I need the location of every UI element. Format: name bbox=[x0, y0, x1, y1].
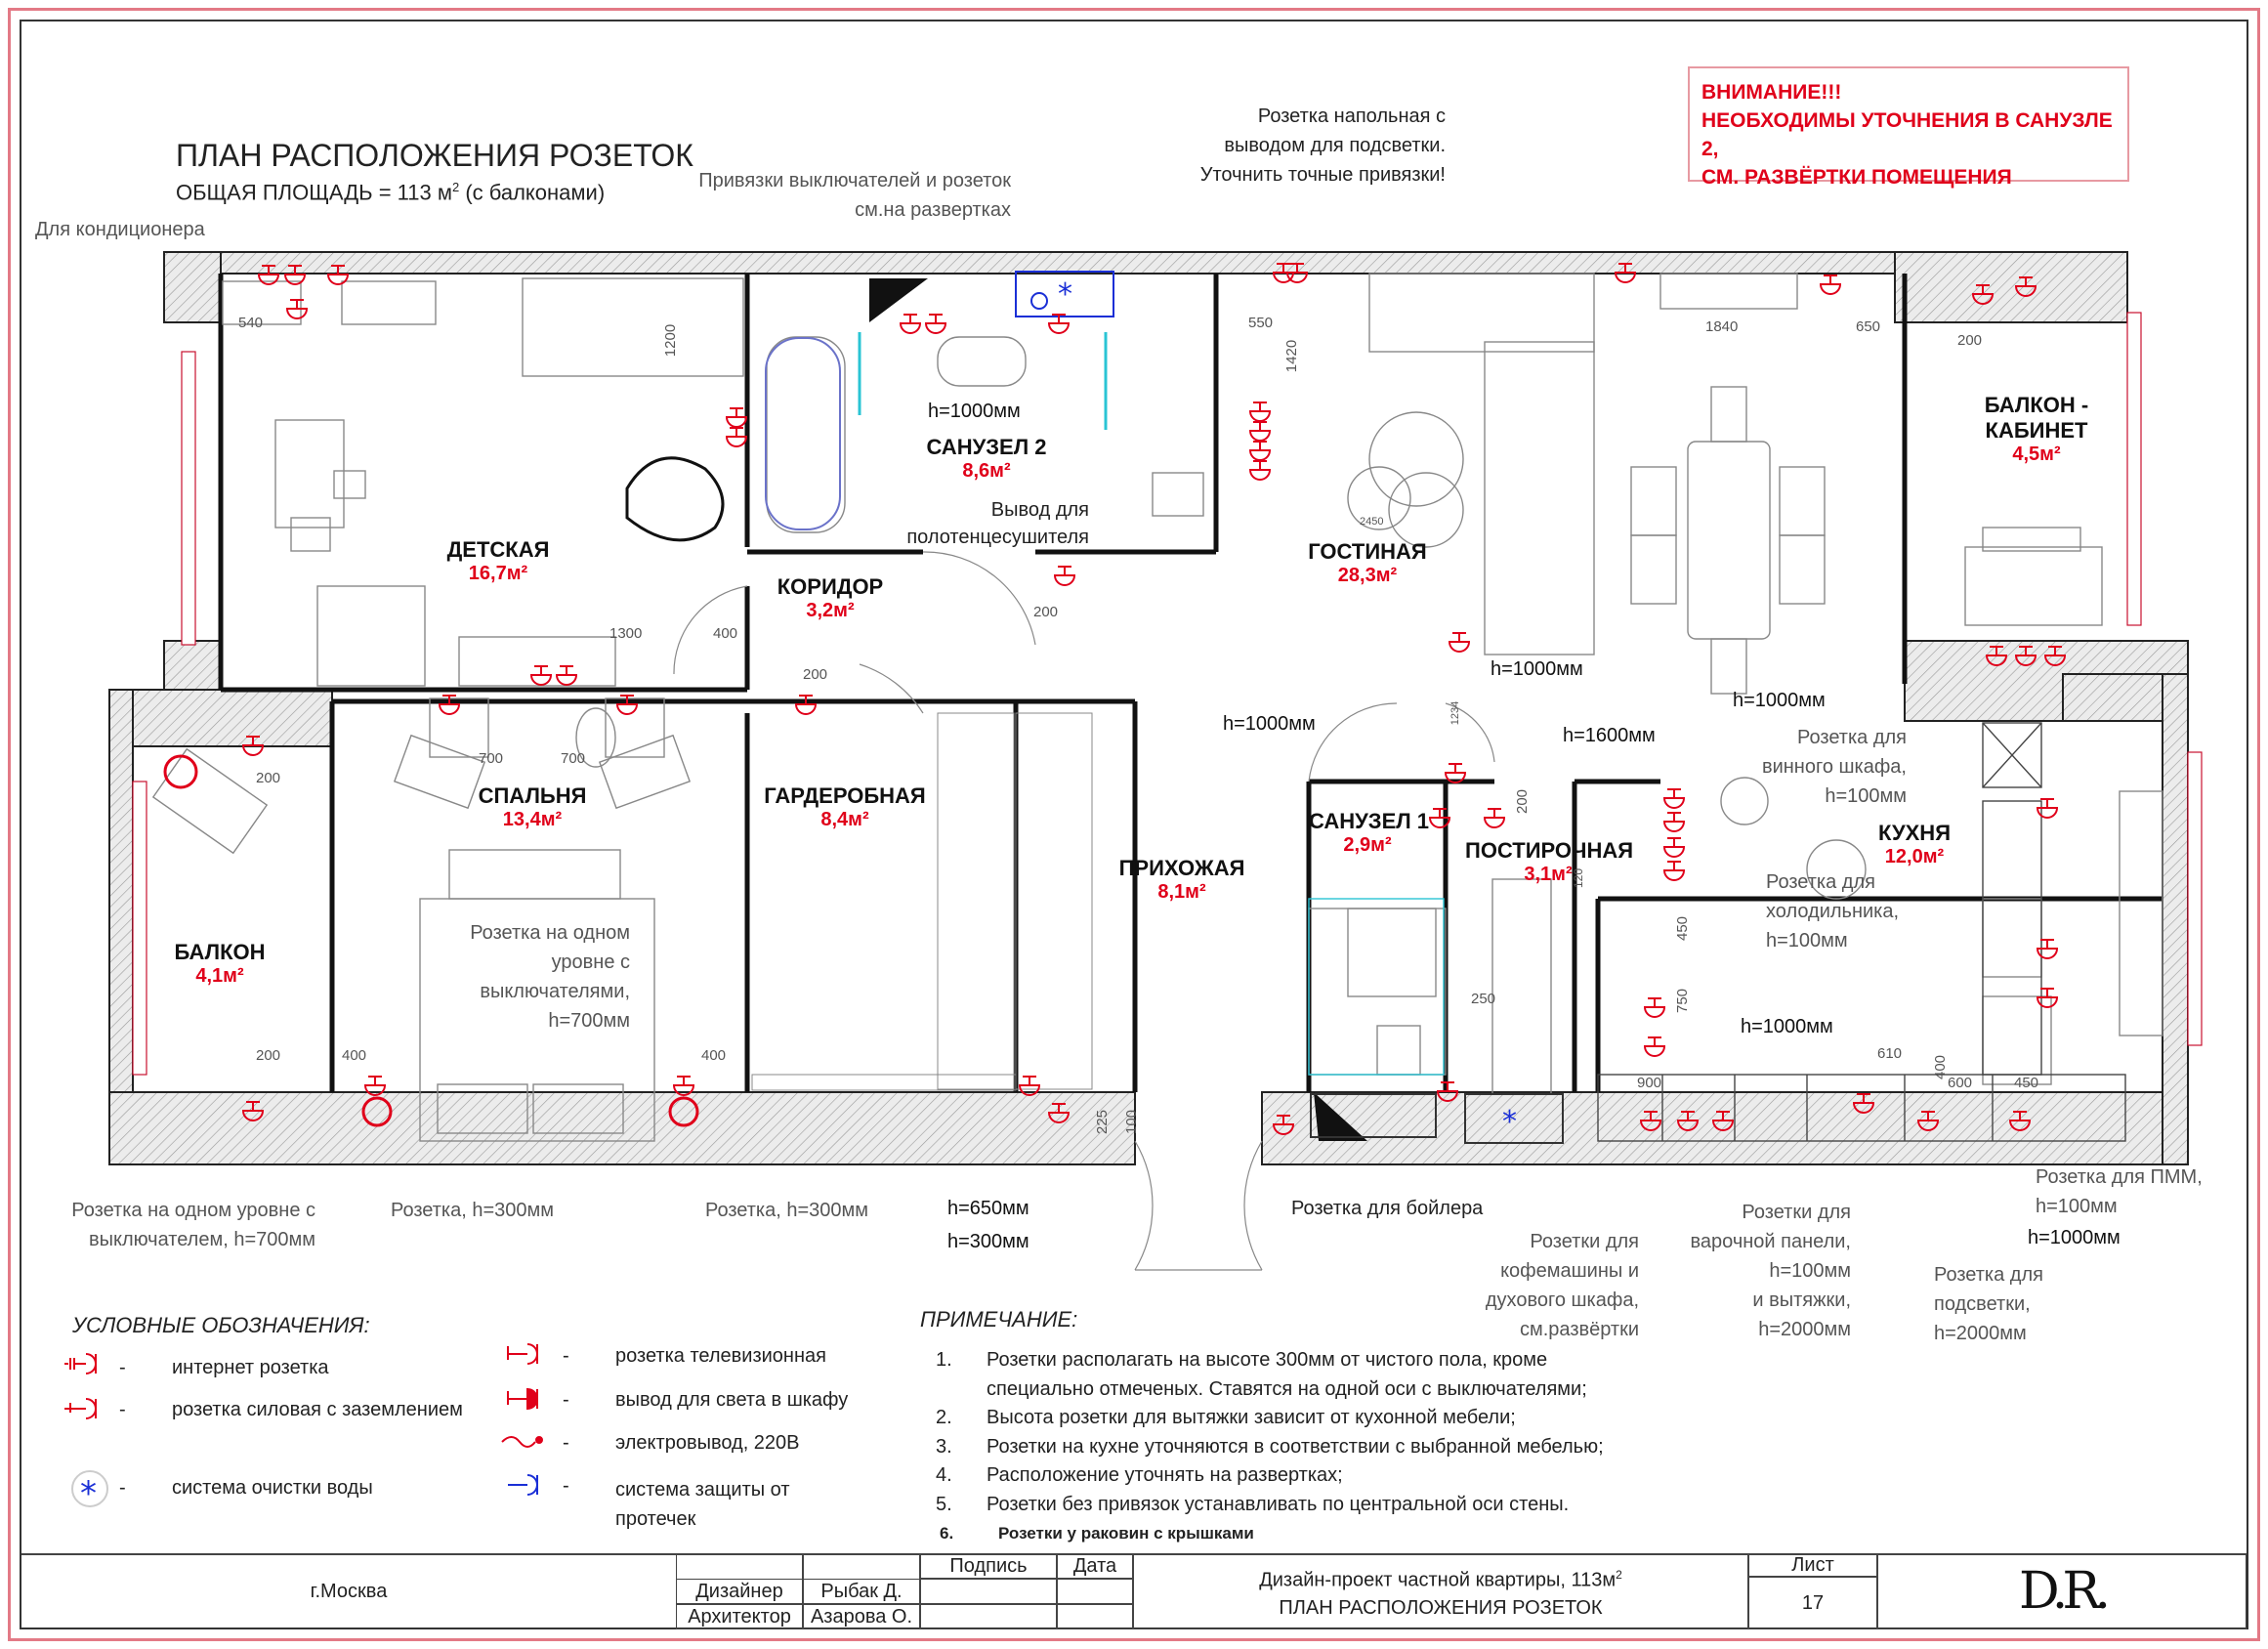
room-name: ДЕТСКАЯ bbox=[446, 537, 550, 562]
bindings-note bbox=[664, 166, 1011, 225]
dim-label: 400 bbox=[713, 625, 738, 642]
pmm-note bbox=[2036, 1163, 2203, 1221]
legend-title: УСЛОВНЫЕ ОБОЗНАЧЕНИЯ: bbox=[72, 1313, 370, 1337]
dim-label: 1234 bbox=[1449, 700, 1462, 726]
warning-line: СМ. РАЗВЁРТКИ ПОМЕЩЕНИЯ bbox=[1701, 166, 2012, 189]
dim-label: 450 bbox=[1674, 915, 1692, 942]
dim-label: 1300 bbox=[609, 625, 643, 642]
stamp-sign-header: Подпись bbox=[920, 1553, 1057, 1579]
remark-item bbox=[936, 1519, 1604, 1548]
legend-item-outlet: электровывод, 220В bbox=[615, 1432, 800, 1454]
bindings-note-line: см.на развертках bbox=[855, 199, 1011, 221]
dim-label: 450 bbox=[2014, 1075, 2039, 1091]
pmm-line: h=100мм bbox=[2036, 1196, 2118, 1217]
room-childroom bbox=[420, 537, 576, 585]
room-name: САНУЗЕЛ 2 bbox=[926, 435, 1047, 459]
dim-label: 2450 bbox=[1360, 516, 1384, 528]
dim-label: 1420 bbox=[1283, 339, 1301, 373]
room-name-2: КАБИНЕТ bbox=[1985, 418, 2088, 443]
subtitle-prefix: ОБЩАЯ ПЛОЩАДЬ = 113 м bbox=[176, 180, 452, 205]
coffee-note bbox=[1465, 1227, 1639, 1344]
dim-label: 540 bbox=[238, 315, 264, 331]
room-area: 28,3м² bbox=[1337, 565, 1398, 586]
room-area: 12,0м² bbox=[1884, 846, 1945, 867]
dim-label: 550 bbox=[1248, 315, 1274, 331]
stamp-project-text: Дизайн-проект частной квартиры, 113м bbox=[1259, 1569, 1617, 1591]
stamp-architect-name: Азарова О. bbox=[803, 1604, 920, 1629]
remark-line: Расположение уточнять на развертках; bbox=[987, 1464, 1343, 1486]
fridge-line: Розетка для bbox=[1766, 871, 1875, 893]
remark-line: специально отмеченых. Ставятся на одной оси с выключателями; bbox=[987, 1377, 1587, 1400]
stamp-designer-sign bbox=[920, 1579, 1057, 1604]
room-bedroom bbox=[459, 783, 606, 831]
stamp-sheet-label: Лист bbox=[1748, 1553, 1877, 1577]
remark-number: 3. bbox=[936, 1435, 952, 1458]
floor-socket-note bbox=[1113, 102, 1446, 190]
room-hallway bbox=[1113, 856, 1250, 904]
remark-item bbox=[936, 1491, 1604, 1520]
dim-label: 200 bbox=[256, 770, 281, 786]
ac-note: Для кондиционера bbox=[35, 219, 205, 240]
socket300-note-a: Розетка, h=300мм bbox=[391, 1200, 555, 1221]
dim-label: 650 bbox=[1856, 318, 1881, 335]
page-title: ПЛАН РАСПОЛОЖЕНИЯ РОЗЕТОК bbox=[176, 138, 693, 173]
legend-dash: - bbox=[119, 1399, 126, 1420]
hob-line: варочной панели, bbox=[1690, 1231, 1851, 1252]
socket300-note-b: Розетка, h=300мм bbox=[705, 1200, 869, 1221]
floor-socket-line: Розетка напольная с bbox=[1257, 106, 1446, 127]
stamp-date-header: Дата bbox=[1057, 1553, 1133, 1579]
stamp-project-sup: 2 bbox=[1616, 1568, 1622, 1583]
bedroom-level-line: Розетка на одном bbox=[470, 922, 630, 944]
svg-text:*: * bbox=[1058, 277, 1072, 312]
dim-label: 750 bbox=[1674, 988, 1692, 1014]
remark-number: 2. bbox=[936, 1407, 952, 1428]
room-area: 2,9м² bbox=[1343, 834, 1392, 856]
bedroom-level-note bbox=[430, 918, 630, 1036]
wine-line: винного шкафа, bbox=[1761, 756, 1907, 778]
remarks-list bbox=[936, 1346, 1604, 1548]
dim-label: 700 bbox=[479, 750, 504, 767]
towel-dryer-line: Вывод для bbox=[990, 499, 1089, 521]
h-bottom-right-label: h=1000мм bbox=[2028, 1227, 2121, 1248]
remark-item bbox=[936, 1346, 1604, 1404]
remark-item bbox=[936, 1404, 1604, 1433]
stamp-empty-b bbox=[803, 1553, 920, 1579]
h300-label: h=300мм bbox=[947, 1231, 1029, 1252]
room-name: КУХНЯ bbox=[1877, 821, 1952, 845]
coffee-line: духового шкафа, bbox=[1485, 1290, 1639, 1311]
towel-dryer-line: полотенцесушителя bbox=[906, 527, 1089, 548]
legend-item-leak bbox=[615, 1475, 790, 1534]
bedroom-level-line: уровне с bbox=[551, 951, 630, 973]
hob-line: и вытяжки, bbox=[1752, 1290, 1851, 1311]
remarks-title: ПРИМЕЧАНИЕ: bbox=[920, 1307, 1078, 1332]
page-subtitle bbox=[176, 180, 605, 205]
stamp-architect-role: Архитектор bbox=[676, 1604, 803, 1629]
towel-dryer-note bbox=[879, 496, 1089, 551]
hob-line: h=2000мм bbox=[1758, 1319, 1851, 1340]
legend-item-tv: розетка телевизионная bbox=[615, 1345, 826, 1367]
room-area: 8,4м² bbox=[820, 809, 869, 830]
dim-label: 900 bbox=[1637, 1075, 1662, 1091]
room-kitchen bbox=[1856, 821, 1973, 868]
fridge-line: холодильника, bbox=[1766, 901, 1900, 922]
balcony-level-line: Розетка на одном уровне с bbox=[71, 1200, 315, 1221]
remark-line: Розетки без привязок устанавливать по центральной оси стены. bbox=[987, 1493, 1570, 1515]
warning-box bbox=[1688, 66, 2129, 189]
room-area: 8,1м² bbox=[1157, 881, 1206, 903]
stamp-designer-date bbox=[1057, 1579, 1133, 1604]
warning-line: ВНИМАНИЕ!!! bbox=[1701, 81, 1842, 104]
fridge-line: h=100мм bbox=[1766, 930, 1848, 951]
dim-label: 610 bbox=[1877, 1045, 1903, 1062]
legend-dash: - bbox=[563, 1475, 569, 1497]
backlight-line: h=2000мм bbox=[1934, 1323, 2027, 1344]
remark-item bbox=[936, 1433, 1604, 1462]
dim-label: 200 bbox=[803, 666, 828, 683]
stamp-empty-a bbox=[676, 1553, 803, 1579]
legend-item-cabinet-light: вывод для света в шкафу bbox=[615, 1389, 849, 1411]
wine-line: h=100мм bbox=[1825, 785, 1907, 807]
remark-line: Розетки на кухне уточняются в соответствии с выбранной мебелью; bbox=[987, 1435, 1604, 1458]
stamp-designer-name: Рыбак Д. bbox=[803, 1579, 920, 1604]
dim-label: 200 bbox=[256, 1047, 281, 1064]
wine-line: Розетка для bbox=[1797, 727, 1907, 748]
legend-dash: - bbox=[119, 1357, 126, 1378]
backlight-note bbox=[1934, 1260, 2043, 1348]
room-name: САНУЗЕЛ 1 bbox=[1309, 809, 1430, 833]
h-hall-label: h=1000мм bbox=[1223, 713, 1316, 735]
stamp-logo: D.R. bbox=[1877, 1553, 2247, 1629]
room-area: 3,1м² bbox=[1524, 864, 1573, 885]
legend-leak-line: система защиты от bbox=[615, 1479, 790, 1501]
coffee-line: Розетки для bbox=[1530, 1231, 1639, 1252]
room-area: 4,5м² bbox=[2012, 444, 2061, 465]
coffee-line: см.развёртки bbox=[1519, 1319, 1639, 1340]
remark-number: 1. bbox=[936, 1349, 952, 1371]
stamp-project-line2: ПЛАН РАСПОЛОЖЕНИЯ РОЗЕТОК bbox=[1279, 1596, 1603, 1619]
remark-number: 5. bbox=[936, 1493, 952, 1515]
h-living-label: h=1000мм bbox=[1491, 658, 1583, 680]
legend-dash: - bbox=[119, 1477, 126, 1499]
backlight-line: подсветки, bbox=[1934, 1293, 2031, 1315]
dim-label: 120 bbox=[1572, 867, 1586, 889]
legend-item-filter: система очистки воды bbox=[172, 1477, 373, 1499]
h-kitchen-mid-label: h=1000мм bbox=[1741, 1016, 1833, 1037]
coffee-line: кофемашины и bbox=[1500, 1260, 1639, 1282]
bedroom-level-line: выключателями, bbox=[480, 981, 630, 1002]
remark-line: Высота розетки для вытяжки зависит от кухонной мебели; bbox=[987, 1407, 1516, 1428]
remark-item bbox=[936, 1461, 1604, 1491]
pmm-line: Розетка для ПММ, bbox=[2036, 1166, 2203, 1188]
room-area: 16,7м² bbox=[468, 563, 528, 584]
legend-item-internet: интернет розетка bbox=[172, 1357, 329, 1378]
legend-item-power: розетка силовая с заземлением bbox=[172, 1399, 463, 1420]
room-wardrobe bbox=[757, 783, 933, 831]
stamp-architect-sign bbox=[920, 1604, 1057, 1629]
h650-label: h=650мм bbox=[947, 1198, 1029, 1219]
remark-number: 4. bbox=[936, 1464, 952, 1486]
dim-label: 400 bbox=[701, 1047, 727, 1064]
room-laundry bbox=[1465, 838, 1634, 889]
dim-label: 700 bbox=[561, 750, 586, 767]
room-area: 13,4м² bbox=[502, 809, 563, 830]
room-balcony-office bbox=[1963, 393, 2110, 466]
room-name: БАЛКОН bbox=[174, 940, 266, 964]
dim-label: 200 bbox=[1033, 604, 1059, 620]
stamp-designer-role: Дизайнер bbox=[676, 1579, 803, 1604]
wine-note bbox=[1719, 723, 1907, 811]
stamp-project bbox=[1133, 1553, 1748, 1629]
room-bathroom2 bbox=[899, 435, 1074, 483]
svg-text:*: * bbox=[1502, 1105, 1517, 1139]
warning-line: НЕОБХОДИМЫ УТОЧНЕНИЯ В САНУЗЛЕ 2, bbox=[1701, 109, 2113, 160]
bedroom-level-line: h=700мм bbox=[548, 1010, 630, 1032]
room-name: БАЛКОН - bbox=[1984, 393, 2089, 417]
hob-line: h=100мм bbox=[1769, 1260, 1851, 1282]
room-area: 8,6м² bbox=[962, 460, 1011, 482]
room-name: КОРИДОР bbox=[777, 574, 884, 599]
remark-line: Розетки располагать на высоте 300мм от чистого пола, кроме bbox=[987, 1349, 1548, 1371]
dim-label: 600 bbox=[1948, 1075, 1973, 1091]
svg-text:*: * bbox=[80, 1474, 97, 1513]
dim-label: 200 bbox=[1957, 332, 1983, 349]
hob-note bbox=[1680, 1198, 1851, 1344]
dim-label: 225 bbox=[1094, 1109, 1112, 1135]
legend-leak-line: протечек bbox=[615, 1508, 696, 1530]
backlight-line: Розетка для bbox=[1934, 1264, 2043, 1286]
remark-number: 6. bbox=[940, 1524, 954, 1543]
room-area: 3,2м² bbox=[806, 600, 855, 621]
stamp-sheet-number: 17 bbox=[1748, 1577, 1877, 1629]
dim-label: 1200 bbox=[662, 323, 680, 358]
fridge-note bbox=[1766, 867, 1899, 955]
room-name: ГОСТИНАЯ bbox=[1308, 539, 1427, 564]
room-corridor bbox=[757, 574, 903, 622]
legend-dash: - bbox=[563, 1432, 569, 1454]
room-name: ПРИХОЖАЯ bbox=[1118, 856, 1245, 880]
balcony-level-note bbox=[49, 1196, 315, 1254]
stamp-city: г.Москва bbox=[310, 1580, 388, 1602]
dim-label: 250 bbox=[1471, 991, 1496, 1007]
h1600-label: h=1600мм bbox=[1563, 725, 1656, 746]
floor-socket-line: Уточнить точные привязки! bbox=[1199, 164, 1446, 186]
legend-dash: - bbox=[563, 1389, 569, 1411]
room-name: ГАРДЕРОБНАЯ bbox=[764, 783, 926, 808]
legend-dash: - bbox=[563, 1345, 569, 1367]
subtitle-sup: 2 bbox=[451, 180, 460, 194]
subtitle-suffix: (с балконами) bbox=[459, 180, 606, 205]
h-kitchen-top-label: h=1000мм bbox=[1733, 690, 1826, 711]
room-bathroom1 bbox=[1309, 809, 1430, 857]
dim-label: 100 bbox=[1123, 1109, 1141, 1135]
bindings-note-line: Привязки выключателей и розеток bbox=[698, 170, 1011, 191]
balcony-level-line: выключателем, h=700мм bbox=[88, 1229, 315, 1250]
exterior-walls bbox=[109, 252, 2188, 1164]
dim-label: 400 bbox=[1932, 1054, 1950, 1080]
h-bath-label: h=1000мм bbox=[928, 401, 1021, 422]
stamp-project-line1 bbox=[1259, 1561, 1622, 1594]
hob-line: Розетки для bbox=[1742, 1202, 1851, 1223]
wardrobe-shelves bbox=[752, 713, 1092, 1090]
dim-label: 400 bbox=[342, 1047, 367, 1064]
remark-line: Розетки у раковин с крышками bbox=[998, 1524, 1254, 1543]
room-living bbox=[1289, 539, 1446, 587]
dim-label: 1840 bbox=[1705, 318, 1739, 335]
room-name: ПОСТИРОЧНАЯ bbox=[1465, 838, 1634, 863]
floor-socket-line: выводом для подсветки. bbox=[1224, 135, 1446, 156]
room-area: 4,1м² bbox=[195, 965, 244, 987]
dim-label: 200 bbox=[1514, 788, 1532, 815]
boiler-note: Розетка для бойлера bbox=[1291, 1198, 1484, 1219]
stamp-architect-date bbox=[1057, 1604, 1133, 1629]
room-balcony bbox=[156, 940, 283, 988]
room-name: СПАЛЬНЯ bbox=[478, 783, 587, 808]
